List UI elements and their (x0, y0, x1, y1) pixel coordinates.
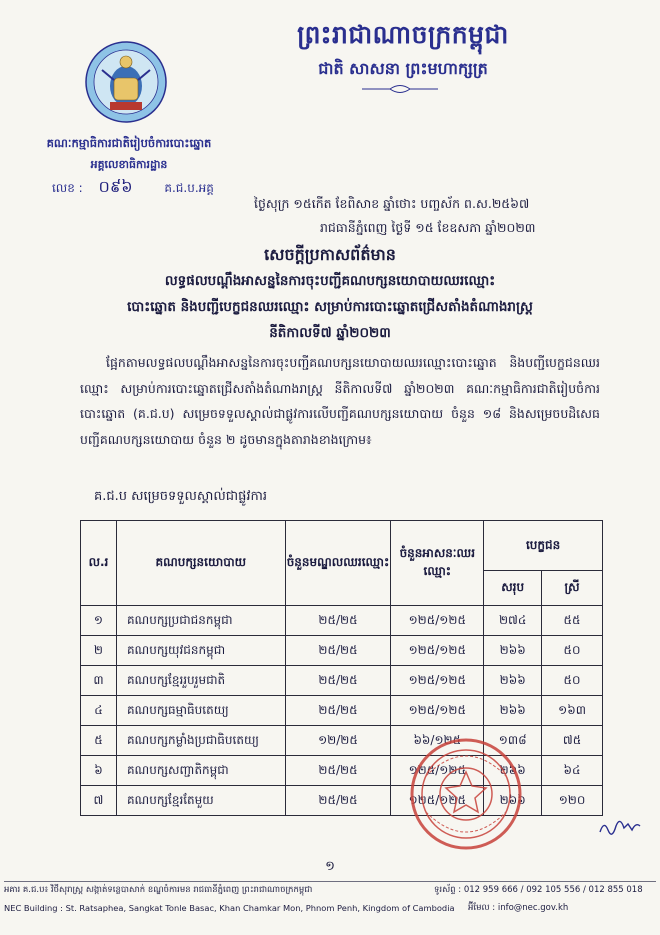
cell-provinces: ២៥/២៥ (285, 756, 391, 786)
cell-female: ៧៥ (542, 726, 603, 756)
footer-address-english: NEC Building : St. Ratsaphea, Sangkat Tonle Basac, Khan Chamkar Mon, Phnom Penh, Kingdom of Cambodia (4, 903, 455, 913)
footer-phone: ទូរស័ព្ទ : 012 959 666 / 092 105 556 / 012 855 018 (434, 885, 643, 895)
subtitle-line: លទ្ធផលបណ្តឹងអាសន្ននៃការចុះបញ្ជីគណបក្សនយោបាយឈរឈ្មោះ (164, 273, 496, 289)
table-row (81, 666, 603, 696)
body-text: ផ្អែកតាមលទ្ធផលបណ្តឹងអាសន្ននៃការចុះបញ្ជីគណបក្សនយោបាយឈរឈ្មោះបោះឆ្នោត និងបញ្ជីបេក្ខជនឈរឈ្មោះ សម្រាប់ការបោះឆ្នោតជ្រើសតាំងតំណាងរាស្ត្រ នីតិកាលទី៧ ឆ្នាំ២០២៣ គណៈកម្មាធិការជាតិរៀបចំការបោះឆ្នោត (គ.ជ.ប) សម្រេចទទួលស្គាល់ជាផ្លូវការលើបញ្ជីគណបក្សនយោបាយ ចំនួន ១៨ និងសម្រេចបដិសេធបញ្ជីគណបក្សនយោបាយ ចំនួន ២ ដូចមានក្នុងតារាងខាងក្រោម៖ (80, 355, 600, 447)
document-subtitle (80, 268, 580, 346)
footer-divider (4, 881, 656, 882)
cell-female: ៥០ (542, 666, 603, 696)
cell-no: ៣ (81, 666, 117, 696)
cell-total: ២៧៤ (484, 606, 542, 636)
subtitle-line: នីតិកាលទី៧ ឆ្នាំ២០២៣ (269, 325, 391, 341)
cell-seats: ១២៥/១២៥ (391, 786, 484, 816)
cell-no: ៥ (81, 726, 117, 756)
cell-provinces: ១២/២៥ (285, 726, 391, 756)
footer-email: អ៊ីមែល : info@nec.gov.kh (468, 903, 569, 913)
header-provinces: ចំនួនមណ្ឌលឈរឈ្មោះ (285, 521, 391, 606)
handwritten-signature (598, 814, 642, 842)
national-motto: ជាតិ សាសនា ព្រះមហាក្សត្រ (318, 59, 488, 78)
reference-number (52, 176, 214, 200)
cell-party: គណបក្សសញ្ជាតិកម្ពុជា (116, 756, 285, 786)
header-total: សរុប (484, 571, 542, 606)
cell-seats: ១២៥/១២៥ (391, 666, 484, 696)
table-row (81, 756, 603, 786)
cell-provinces: ២៥/២៥ (285, 696, 391, 726)
header-party: គណបក្សនយោបាយ (116, 521, 285, 606)
cell-total: ២៦៦ (484, 786, 542, 816)
footer-address-khmer: អគារ គ.ជ.ប៖ វិថីសុរាស្ត្រ សង្កាត់ទន្លេបាសាក់ ខណ្ឌចំការមន រាជធានីភ្នំពេញ ព្រះរាជាណាចក្រកម្ពុជា (4, 885, 313, 895)
cell-no: ៦ (81, 756, 117, 786)
cell-no: ២ (81, 636, 117, 666)
cell-no: ៧ (81, 786, 117, 816)
cell-seats: ១២៥/១២៥ (391, 756, 484, 786)
department-name: អគ្គលេខាធិការដ្ឋាន (90, 158, 168, 171)
cell-total: ២៦៦ (484, 756, 542, 786)
cell-provinces: ២៥/២៥ (285, 666, 391, 696)
document-title: សេចក្តីប្រកាសព័ត៌មាន (264, 245, 396, 264)
cell-party: គណបក្សធម្មាធិបតេយ្យ (116, 696, 285, 726)
table-row (81, 786, 603, 816)
cell-no: ១ (81, 606, 117, 636)
cell-seats: ១២៥/១២៥ (391, 636, 484, 666)
nec-emblem-logo (84, 40, 168, 124)
cell-total: ២៦៦ (484, 696, 542, 726)
cell-total: ២៦៦ (484, 636, 542, 666)
reference-label: លេខ : (52, 181, 83, 195)
solar-date: រាជធានីភ្នំពេញ ថ្ងៃទី ១៥ ខែឧសភា ឆ្នាំ២០២៣ (320, 220, 536, 235)
ornament-divider (360, 84, 440, 94)
lunar-date: ថ្ងៃសុក្រ ១៥កើត ខែពិសាខ ឆ្នាំថោះ បញ្ចស័ក ព.ស.២៥៦៧ (254, 196, 530, 211)
reference-suffix: គ.ជ.ប.អគ្គ (164, 181, 214, 195)
table-row (81, 606, 603, 636)
body-paragraph (80, 350, 600, 452)
cell-provinces: ២៥/២៥ (285, 786, 391, 816)
page-number: ១ (325, 859, 335, 874)
header-seats: ចំនួនអាសនៈឈរឈ្មោះ (391, 521, 484, 606)
subtitle-line: បោះឆ្នោត និងបញ្ជីបេក្ខជនឈរឈ្មោះ សម្រាប់ការបោះឆ្នោតជ្រើសតាំងតំណាងរាស្ត្រ (127, 299, 533, 315)
cell-no: ៤ (81, 696, 117, 726)
cell-seats: ៦៦/១២៥ (391, 726, 484, 756)
table-row (81, 726, 603, 756)
cell-total: ២៦៦ (484, 666, 542, 696)
header-no: ល.រ (81, 521, 117, 606)
cell-female: ៦៤ (542, 756, 603, 786)
cell-party: គណបក្សយុវជនកម្ពុជា (116, 636, 285, 666)
cell-female: ១២០ (542, 786, 603, 816)
official-seal-stamp (408, 736, 524, 852)
organization-name: គណៈកម្មាធិការជាតិរៀបចំការបោះឆ្នោត (46, 136, 212, 150)
table-caption: គ.ជ.ប សម្រេចទទួលស្គាល់ជាផ្លូវការ (94, 489, 268, 504)
cell-seats: ១២៥/១២៥ (391, 606, 484, 636)
cell-party: គណបក្សប្រជាជនកម្ពុជា (116, 606, 285, 636)
cell-female: ១៦៣ (542, 696, 603, 726)
cell-provinces: ២៥/២៥ (285, 636, 391, 666)
kingdom-heading: ព្រះរាជាណាចក្រកម្ពុជា (297, 20, 509, 49)
party-table (80, 520, 603, 816)
cell-provinces: ២៥/២៥ (285, 606, 391, 636)
reference-value: ០៩៦ (98, 177, 133, 196)
table-row (81, 636, 603, 666)
header-candidates: បេក្ខជន (484, 521, 603, 571)
cell-party: គណបក្សកម្លាំងប្រជាធិបតេយ្យ (116, 726, 285, 756)
header-female: ស្រី (542, 571, 603, 606)
cell-female: ៥០ (542, 636, 603, 666)
cell-total: ១៣៨ (484, 726, 542, 756)
cell-party: គណបក្សខ្មែរតែមួយ (116, 786, 285, 816)
cell-party: គណបក្សខ្មែររួបរួមជាតិ (116, 666, 285, 696)
cell-female: ៥៥ (542, 606, 603, 636)
cell-seats: ១២៥/១២៥ (391, 696, 484, 726)
table-row (81, 696, 603, 726)
